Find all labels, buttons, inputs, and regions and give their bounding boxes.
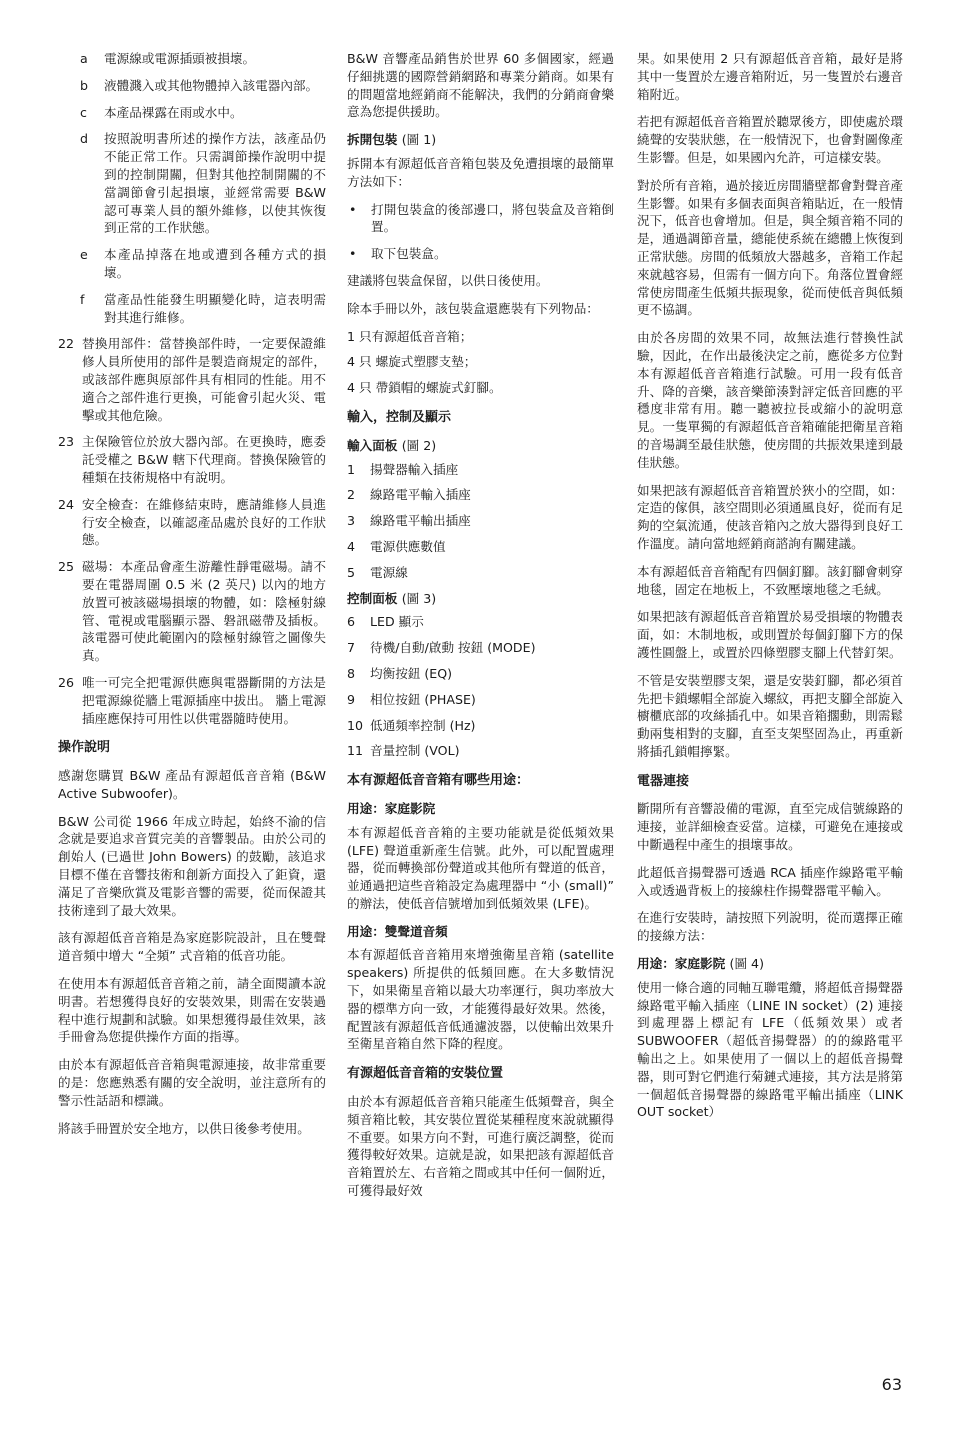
uses-heading: 本有源超低音音箱有哪些用途：	[347, 773, 530, 789]
input-panel-list	[347, 461, 614, 582]
list-item-label: e	[80, 247, 88, 263]
list-item-text: 打開包裝盒的後部邊口，將包裝盒及音箱倒置。	[371, 201, 614, 235]
connection-paragraphs	[637, 800, 903, 945]
paragraph: 該有源超低音音箱是為家庭影院設計，且在雙聲道音頻中增大 “全頻” 式音箱的低音功能。	[58, 930, 326, 964]
list-item	[347, 742, 614, 760]
io-heading: 輸入，控制及顯示	[347, 409, 452, 425]
column-1	[58, 50, 326, 1147]
list-item	[58, 496, 326, 549]
contents-intro: 除本手冊以外，該包裝盒還應裝有下列物品：	[347, 300, 599, 316]
list-item-label: 22	[58, 336, 75, 352]
list-item-label: f	[80, 291, 85, 307]
list-item-text: 電源供應數值	[370, 538, 446, 554]
paragraph: 不管是安裝塑膠支架，還是安裝釘腳，都必須首先把卡鎖螺帽全部旋入螺紋，再把支腳全部旋入櫥櫃底部的攻絲插孔中。如果音箱擱動，則需鬆動兩隻相對的支腳，直至支架堅固為止，再重新將插孔鎖帽擰緊。	[637, 672, 903, 759]
paragraph: 由於各房間的效果不同，故無法進行替換性試驗，因此，在作出最後決定之前，應從多方位對本有源超低音音箱進行試驗。可用一段有低音升、降的音樂，該音樂節湊對評定低音回應的平穩度非常有用。聽一聽被拉長或縮小的說明意見。一隻單獨的有源超低音音箱確能把衛星音箱的音場調至最佳狀態，使房間的共振效果達到最佳狀態。	[637, 330, 903, 470]
list-item-text: 待機/自動/啟動 按鈕 (MODE)	[370, 640, 536, 656]
list-item-label: 7	[347, 640, 356, 656]
keep-box-note: 建議將包裝盒保留，以供日後使用。	[347, 272, 549, 288]
list-item-text: 安全檢查：在維修結束時，應請維修人員進行安全檢查，以確認產品處於良好的工作狀態。	[82, 496, 326, 548]
paragraph: 果。如果使用 2 只有源超低音音箱，最好是將其中一隻置於左邊音箱附近，另一隻置於右邊音箱附近。	[637, 51, 903, 102]
list-item-label: 25	[58, 559, 75, 575]
list-item	[58, 246, 326, 282]
list-item-text: 磁場：本產品會產生游離性靜電磁場。請不要在電器周圍 0.5 米 (2 英尺) 以內的地方放置可被該磁場損壞的物體，如：陰極射線管、電視或電腦顯示器、磐訊磁帶及插板。該電器可使此範圍內的陰極射線管之圖像失真。	[82, 559, 326, 664]
list-item	[347, 613, 614, 631]
control-figure-ref: (圖 3)	[401, 590, 437, 606]
list-item-label: 4	[347, 538, 356, 554]
unpack-intro: 拆開本有源超低音音箱包裝及免遭損壞的最簡單方法如下：	[347, 155, 614, 189]
list-item	[347, 512, 614, 530]
list-item	[58, 50, 326, 68]
connection-home-heading-text: 用途：家庭影院	[637, 956, 726, 972]
list-item	[347, 201, 614, 237]
list-item-text: 主保險管位於放大器內部。在更換時，應委託受權之 B&W 轄下代理商。替換保險管的種類在技術規格中有說明。	[82, 434, 326, 485]
list-item	[347, 665, 614, 683]
list-item	[347, 691, 614, 709]
paragraph: 4 只 螺旋式塑膠支墊；	[347, 354, 477, 370]
list-item-text: LED 顯示	[370, 614, 424, 630]
home-theatre-text: 本有源超低音音箱的主要功能就是從低頻效果 (LFE) 聲道重新產生信號。此外，可以配置處理器，從而轉換部份聲道或其他所有聲道的低音，並通過把這些音箱設定為處理器中 “小 (small)” 的辦法，使低音信號增加到低頻效果 (LFE)。	[347, 824, 614, 911]
list-item-text: 電源線	[370, 564, 408, 580]
list-item	[58, 674, 326, 727]
list-item-label: 10	[347, 717, 364, 733]
list-item	[347, 564, 614, 582]
paragraph: B&W 公司從 1966 年成立時起，始終不渝的信念就是要追求音質完美的音響製品。由於公司的創始人 (已過世 John Bowers) 的鼓勵，該追求目標不僅在音響技術和創新方面投入了鉅資，還滿足了音樂欣賞及電影音響的需要，從而保證其技術達到了最大效果。	[58, 813, 326, 918]
paragraph: 本有源超低音音箱配有四個釘腳。該釘腳會刺穿地毯，固定在地板上，不致壓壞地毯之毛絨。	[637, 563, 903, 597]
list-item	[347, 461, 614, 479]
list-item	[347, 245, 614, 263]
list-item	[58, 291, 326, 327]
paragraph: 如果把該有源超低音音箱置於狹小的空間，如：定造的傢俱，該空間則必須通風良好，從而有足夠的空氣流通，使該音箱內之放大器得到良好工作溫度。請向當地經銷商諮詢有關建議。	[637, 482, 903, 551]
paragraph: 對於所有音箱，過於接近房間牆壁都會對聲音產生影響。如果有多個表面與音箱貼近，在一般情況下，低音也會增加。但是，與全頻音箱不同的是，通過調節音量，總能使系統在總體上恢復到正常狀態。房間的低頻放大器越多，音箱工作起來就越容易，但需有一個方向下。角落位置會經常使房間產生低頻共振現象，從而使低音與低頻更不協調。	[637, 177, 903, 318]
list-item	[347, 538, 614, 556]
list-item-label: 6	[347, 614, 356, 630]
list-item-label: 5	[347, 564, 356, 580]
list-item-text: 相位按鈕 (PHASE)	[370, 691, 476, 707]
list-item-label: 8	[347, 665, 356, 681]
paragraph: 此超低音揚聲器可透過 RCA 插座作線路電平輸入或透過背板上的接線柱作揚聲器電平輸入。	[637, 864, 903, 898]
list-item-label: •	[349, 201, 357, 217]
list-item	[58, 335, 326, 424]
list-item-text: 當產品性能發生明顯變化時，這表明需對其進行維修。	[104, 291, 326, 325]
list-item	[58, 558, 326, 665]
page-number: 63	[881, 1375, 902, 1394]
list-item-text: 電源線或電源插頭被損壞。	[104, 51, 256, 66]
list-item-text: 低通頻率控制 (Hz)	[370, 717, 476, 733]
input-panel-heading	[347, 437, 614, 455]
section-heading-operation: 操作說明	[58, 740, 111, 756]
list-item-text: 按照說明書所述的操作方法，該產品仍不能正常工作。只需調節操作說明中提到的控制開關，但對其他控制開關的不當調節會引起損壞，並經常需要 B&W 認可專業人員的額外維修，以使其恢復到正常的工作狀態。	[104, 131, 326, 236]
list-item-text: 揚聲器輸入插座	[370, 461, 459, 477]
paragraph: 如果把該有源超低音音箱置於易受損壞的物體表面，如：木制地板，或則置於每個釘腳下方的保護性圓盤上，或置於四條塑膠支腳上代替釘架。	[637, 609, 903, 660]
unpack-heading	[347, 131, 614, 149]
stereo-text: 本有源超低音音箱用來增強衛星音箱 (satellite speakers) 所提供的低頻回應。在大多數情況下，如果衛星音箱以最大功率運行，與功率放大器的標準方向一致，才能獲得最好效果。然後，配置該有源超低音低通濾波器，以使輸出效果升至衛星音箱自然下降的程度。	[347, 947, 614, 1052]
list-item-label: 11	[347, 743, 364, 759]
paragraph: 感謝您購買 B&W 產品有源超低音音箱 (B&W Active Subwoofer)。	[58, 768, 326, 801]
intro-paragraphs	[58, 767, 326, 1137]
list-item-text: 液體濺入或其他物體掉入該電器內部。	[104, 77, 319, 93]
list-item	[347, 486, 614, 504]
numbered-list	[58, 335, 326, 727]
list-item-label: 24	[58, 496, 75, 512]
list-item-text: 線路電平輸出插座	[370, 513, 471, 529]
unpack-figure-ref: (圖 1)	[401, 132, 437, 148]
list-item	[58, 130, 326, 237]
placement-heading: 有源超低音音箱的安裝位置	[347, 1066, 504, 1082]
placement-text: 由於本有源超低音音箱只能產生低頻聲音，與全頻音箱比較，其安裝位置從某種程度來說就顯得不重要。如果方向不對，可進行廣泛調整，從而獲得較好效果。這就是說，如果把該有源超低音音箱置於左、右音箱之間或其中任何一個附近，可獲得最好效	[347, 1094, 614, 1199]
unpack-bullets	[347, 201, 614, 263]
list-item-label: 26	[58, 674, 75, 690]
alpha-list	[58, 50, 326, 326]
stereo-heading: 用途：雙聲道音頻	[347, 923, 448, 939]
list-item-label: a	[80, 51, 88, 66]
paragraph: 4 只 帶鎖帽的螺旋式釘腳。	[347, 380, 502, 396]
connection-home-text: 使用一條合適的同軸互聯電纜，將超低音揚聲器線路電平輸入插座（LINE IN socket）(2) 連接到處理器上標記有 LFE（低頻效果）或者 SUBWOOFER（超低音揚聲器）的的線路電平輸出之上。如果使用了一個以上的超低音揚聲器，則可對它們進行菊鏈式連接，其方法是將第一個超低音揚聲器的線路電平輸出插座（LINK OUT socket）	[637, 979, 903, 1120]
list-item	[58, 104, 326, 122]
list-item-text: 音量控制 (VOL)	[370, 743, 460, 759]
paragraph: 將該手冊置於安全地方，以供日後參考使用。	[58, 1120, 310, 1136]
paragraph: 在進行安裝時，請按照下列說明，從而選擇正確的接線方法：	[637, 910, 903, 944]
list-item	[58, 433, 326, 486]
control-panel-heading	[347, 590, 614, 608]
home-theatre-heading: 用途：家庭影院	[347, 800, 436, 816]
list-item-text: 替換用部件：當替換部件時，一定要保證維修人員所使用的部件是製造商規定的部件，或該部件應與原部件具有相同的性能。用不適合之部件進行更換，可能會引起火災、電擊或其他危險。	[82, 336, 326, 423]
unpack-heading-text: 拆開包裝	[347, 132, 398, 148]
contents-list	[347, 328, 614, 397]
connection-figure-ref: (圖 4)	[729, 956, 764, 972]
list-item-label: 3	[347, 513, 356, 529]
control-panel-list	[347, 613, 614, 760]
list-item-label: 9	[347, 691, 356, 707]
column-2	[347, 50, 614, 1210]
connection-home-heading	[637, 955, 903, 973]
list-item-label: 2	[347, 487, 356, 503]
list-item-text: 線路電平輸入插座	[370, 487, 471, 503]
list-item-text: 均衡按鈕 (EQ)	[370, 665, 453, 681]
list-item	[58, 77, 326, 95]
list-item	[347, 717, 614, 735]
list-item-text: 取下包裝盒。	[371, 246, 447, 262]
list-item-label: 1	[347, 461, 356, 477]
placement-continued	[637, 50, 903, 761]
list-item-label: b	[80, 77, 88, 93]
connection-heading: 電器連接	[637, 773, 690, 789]
input-figure-ref: (圖 2)	[401, 437, 437, 453]
list-item-text: 本產品裸露在雨或水中。	[104, 104, 243, 120]
control-panel-heading-text: 控制面板	[347, 590, 398, 606]
list-item-label: 23	[58, 434, 75, 450]
input-panel-heading-text: 輸入面板	[347, 437, 398, 453]
list-item-label: •	[349, 246, 357, 262]
list-item-text: 唯一可完全把電源供應與電器斷開的方法是把電源線從牆上電源插座中拔出。 牆上電源插座應保持可用性以供電器隨時使用。	[82, 674, 326, 726]
paragraph: 由於本有源超低音音箱與電源連接，故非常重要的是：您應熟悉有關的安全說明，並注意所有的警示性話語和標識。	[58, 1057, 326, 1108]
list-item-label: d	[80, 131, 88, 147]
distribution-paragraph: B&W 音響產品銷售於世界 60 多個國家，經過仔細挑選的國際營銷網路和專業分銷商。如果有的問題當地經銷商不能解決，我們的分銷商會樂意為您提供援助。	[347, 51, 614, 120]
paragraph: 若把有源超低音音箱置於聽眾後方，即使處於環繞聲的安裝狀態，在一般情況下，也會對圖像產生影響。但是，如果國內允許，可這樣安裝。	[637, 114, 903, 165]
list-item	[347, 639, 614, 657]
paragraph: 斷開所有音響設備的電源，直至完成信號線路的連接，並詳細檢查妥當。這樣，可避免在連接或中斷過程中產生的損壞事故。	[637, 801, 903, 853]
paragraph: 在使用本有源超低音音箱之前，請全面閱讀本說明書。若想獲得良好的安裝效果，則需在安裝過程中進行規劃和試驗。如果想獲得最佳效果，該手冊會為您提供操作方面的指導。	[58, 976, 326, 1045]
column-3	[637, 50, 903, 1131]
paragraph: 1 只有源超低音音箱；	[347, 328, 473, 344]
list-item-label: c	[80, 104, 87, 120]
list-item-text: 本產品掉落在地或遭到各種方式的損壞。	[104, 247, 326, 280]
